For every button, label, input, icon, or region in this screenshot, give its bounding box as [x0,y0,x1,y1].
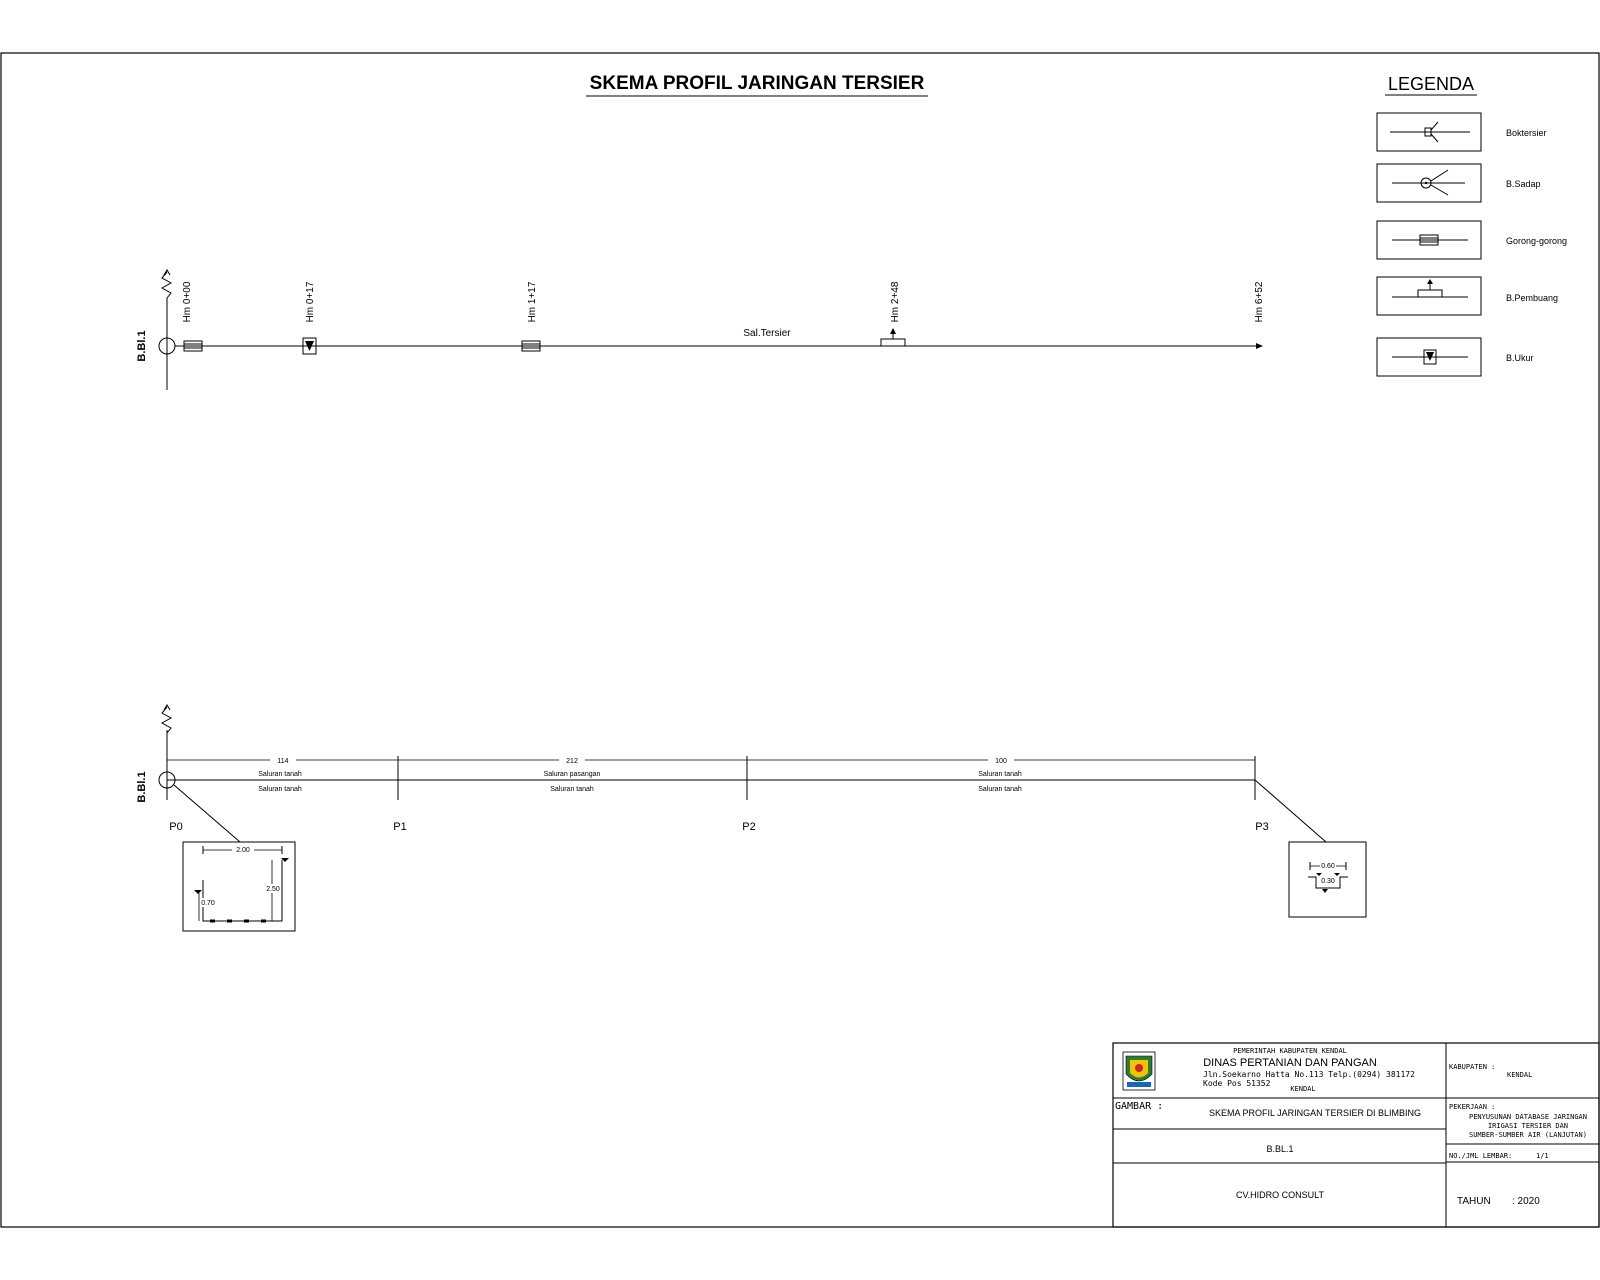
culvert-icon [1392,235,1468,245]
section-height: 0.30 [1321,878,1335,885]
schema-source-label: B.Bl.1 [136,330,148,362]
legend-label: B.Ukur [1506,353,1534,363]
pekerjaan-line: SUMBER-SUMBER AIR (LANJUTAN) [1468,1131,1588,1139]
legend-heading: LEGENDA [1387,74,1475,94]
agency-postal: Kode Pos 51352 [1203,1079,1271,1088]
consultant-name: CV.HIDRO CONSULT [1235,1190,1325,1200]
box-tersier-icon [1390,122,1470,142]
segment-type: Saluran tanah [550,786,594,793]
zigzag-marker-icon [162,707,171,733]
segment-type: Saluran tanah [978,771,1022,778]
legend-item-bsadap [1377,164,1541,202]
tahun-value: : 2020 [1512,1196,1540,1207]
drawing-title: SKEMA PROFIL JARINGAN TERSIER [589,73,925,94]
kabupaten-value: KENDAL [1507,1071,1533,1079]
bagi-sadap-icon [1392,170,1465,195]
agency-name: DINAS PERTANIAN DAN PANGAN [1203,1057,1377,1069]
gov-name: PEMERINTAH KABUPATEN KENDAL [1233,1047,1347,1055]
section-height: 2.50 [266,886,280,893]
tahun-label: TAHUN [1457,1196,1491,1207]
agency-city: KENDAL [1290,1085,1316,1093]
pekerjaan-line: PENYUSUNAN DATABASE JARINGAN [1468,1113,1588,1121]
profile-source-label: B.Bl.1 [136,771,148,803]
segment-type: Saluran tanah [258,771,302,778]
point-label: P3 [1255,821,1269,833]
station-label: Hm 0+00 [182,281,193,323]
lembar-label: NO./JML LEMBAR: [1449,1152,1513,1160]
cross-section-p3 [1289,842,1366,917]
kendal-regency-logo [1123,1052,1155,1090]
station-label: Hm 1+17 [527,281,538,323]
segment-type: Saluran tanah [978,786,1022,793]
point-label: P0 [169,821,183,833]
section-width: 2.00 [236,847,250,854]
sheet-code: B.BL.1 [1266,1144,1294,1154]
gambar-value: SKEMA PROFIL JARINGAN TERSIER DI BLIMBING [1208,1108,1422,1118]
ukur-icon [1392,350,1468,364]
lembar-value: 1/1 [1536,1152,1549,1160]
segment-length: 100 [995,758,1007,765]
legend-item-pembuang [1377,277,1558,315]
legend-label: Gorong-gorong [1506,236,1568,246]
segment-length: 212 [566,758,578,765]
title-block [1113,1043,1599,1227]
station-label: Hm 0+17 [305,281,316,323]
pembuang-icon [1392,279,1468,297]
station-label: Hm 6+52 [1254,281,1265,323]
longitudinal-profile [136,705,1366,931]
point-label: P1 [393,821,407,833]
legend-item-ukur [1377,338,1534,376]
section-depth: 0.70 [201,900,215,907]
legend-item-boktersier [1377,113,1547,151]
kabupaten-label: KABUPATEN : [1449,1063,1496,1071]
cross-section-p0 [183,842,295,931]
segment-type: Saluran tanah [258,786,302,793]
pekerjaan-line: IRIGASI TERSIER DAN [1487,1122,1569,1130]
station-label: Hm 2+48 [890,281,901,323]
legend-label: Boktersier [1506,128,1547,138]
legend-item-gorong [1377,221,1567,259]
tertiary-schema [136,270,1265,390]
legend [1377,74,1567,376]
channel-label: Sal.Tersier [743,328,791,339]
sheet-border [1,53,1599,1227]
zigzag-marker-icon [162,272,171,298]
legend-label: B.Pembuang [1506,293,1559,303]
gambar-label: GAMBAR : [1115,1101,1164,1112]
legend-label: B.Sadap [1506,179,1541,189]
section-width: 0.60 [1321,863,1335,870]
segment-length: 114 [277,758,289,765]
segment-type: Saluran pasangan [543,771,601,778]
pembuang-icon [881,328,905,346]
agency-address: Jln.Soekarno Hatta No.113 Telp.(0294) 381172 [1203,1070,1415,1079]
point-label: P2 [742,821,756,833]
flow-arrow-icon [1256,343,1263,349]
pekerjaan-label: PEKERJAAN : [1449,1103,1496,1111]
